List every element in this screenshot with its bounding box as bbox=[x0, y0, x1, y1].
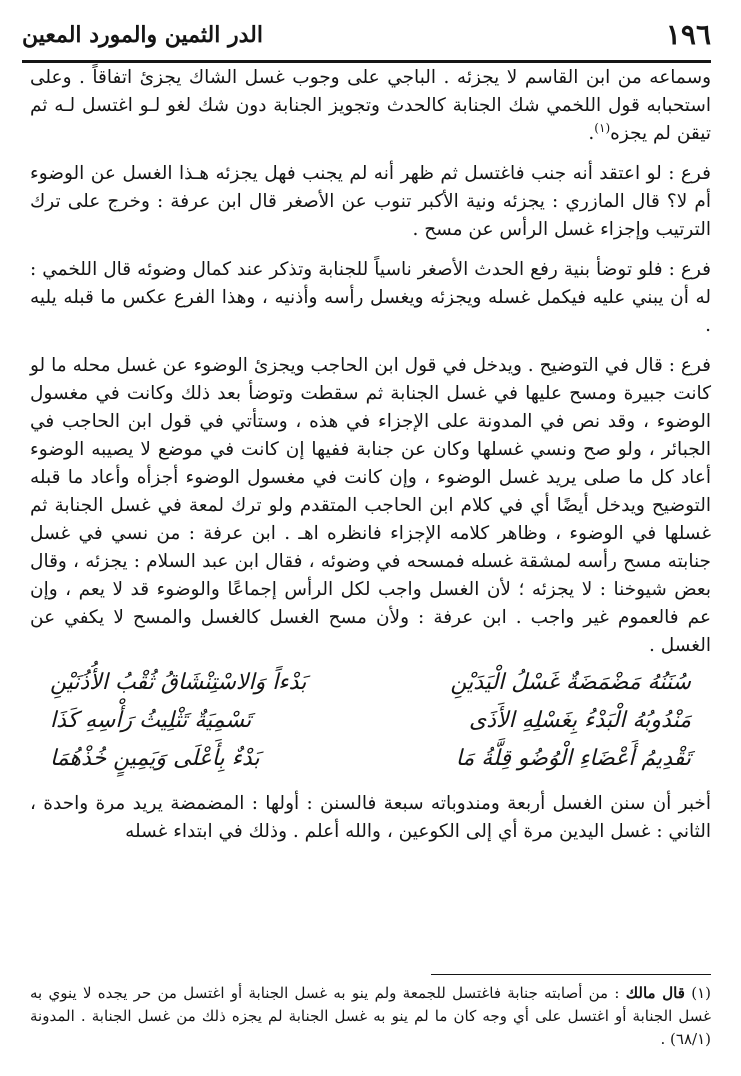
page-number: ١٩٦ bbox=[665, 18, 711, 51]
main-text bbox=[30, 64, 711, 846]
footnote-text: : من أصابته جنابة فاغتسل للجمعة ولم ينو به غسل الجنابة أو اغتسل من حر يجده لا ينوي به غسل الجنابة أو اغتسل على أي وجه كان ما لم ينو به غسل الجنابة لم يجزه ذلك من غسل الجنابة . المدونة (٦٨/١) . bbox=[30, 984, 711, 1048]
paragraph: أخبر أن سنن الغسل أربعة ومندوباته سبعة فالسنن : أولها : المضمضة يريد مرة واحدة ، الثاني : غسل اليدين مرة أي إلى الكوعين ، والله أعلم . وذلك في ابتداء غسله bbox=[30, 793, 711, 842]
paragraph: فرع : لو اعتقد أنه جنب فاغتسل ثم ظهر أنه لم يجنب فهل يجزئه هـذا الغسل عن الوضوء أم لا؟ قال المازري : يجزئه ونية الأكبر تنوب عن الأصغر قال ابن عرفة : وخرج على ترك الترتيب وإجزاء غسل الرأس عن مسح . bbox=[30, 163, 711, 240]
verse-first-hemistich: سُنَنُهُ مَضْمَضَةٌ غَسْلُ الْيَدَيْنِ bbox=[450, 670, 691, 695]
footnote-lead: قال مالك bbox=[625, 984, 685, 1002]
verse-first-hemistich: تَقْدِيمُ أَعْضَاءِ الْوُضُو قِلَّةُ مَا bbox=[455, 746, 691, 771]
paragraph-text: وسماعه من ابن القاسم لا يجزئه . الباجي على وجوب غسل الشاك يجزئ اتفاقاً . وعلى استحبابه قول اللخمي شك الجنابة كالحدث وتجويز الجنابة دون شك لغو لـو اغتسل لـه ثم تيقن لم يجزه bbox=[30, 67, 711, 144]
paragraph: فرع : قال في التوضيح . ويدخل في قول ابن الحاجب ويجزئ الوضوء عن غسل محله ما لو كانت جبيرة ومسح عليها في غسل الجنابة ثم سقطت وتوضأ بعد ذلك وكانت في مغسول الوضوء ، وقد نص في المدونة على الإجزاء في هذه ، وستأتي في قول ابن الحاجب في الجبائر ، ولو صح ونسي غسلها وكان عن جنابة ففيها إن كانت في موضع لا يصيبه الوضوء أعاد كل ما صلى يريد غسل الوضوء ، وإن كانت في مغسول الوضوء أجزأه وأعاد ما قبله التوضيح ويدخل أيضًا أي في كلام ابن الحاجب المتقدم ولو ترك لمعة في غسل الجنابة ثم غسلها في الوضوء ، وظاهر كلامه الإجزاء فانظره اهـ . ابن عرفة : من نسي في غسل جنابته مسح رأسه لمشقة غسله فمسحه في وضوئه ، فقال ابن عبد السلام : يجزئه ، وقال بعض شيوخنا : لا يجزئه ؛ لأن الغسل واجب لكل الرأس إجماعًا والوضوء قد لا يعم ، وإن عم فالعموم غير واجب . ابن عرفة : ولأن مسح الغسل كالغسل والمسح لا يكفي عن الغسل . bbox=[30, 355, 711, 656]
footnote-label: (١) bbox=[691, 984, 712, 1002]
verse-first-hemistich: مَنْدُوبُهُ الْبَدْءُ بِغَسْلِهِ الأَذَى bbox=[469, 708, 691, 733]
verse-second-hemistich: بَدْءاً وَالاسْتِنْشَاقُ ثُقْبُ الأُذُنَيْنِ bbox=[50, 670, 307, 695]
poem-verses bbox=[50, 664, 691, 778]
verse-line bbox=[50, 702, 691, 740]
book-title: الدر الثمين والمورد المعين bbox=[22, 22, 264, 48]
footnote bbox=[30, 982, 711, 1051]
page-header bbox=[22, 14, 711, 63]
verse-second-hemistich: بَدْءٌ بِأَعْلَى وَيَمِينٍ خُذْهُمَا bbox=[50, 746, 260, 771]
verse-line bbox=[50, 740, 691, 778]
paragraph: فرع : فلو توضأ بنية رفع الحدث الأصغر ناسياً للجنابة وتذكر عند كمال وضوئه قال اللخمي : له أن يبني عليه فيكمل غسله ويجزئه ويغسل رأسه وأذنيه ، وهذا الفرع عكس ما قبله يليه . bbox=[30, 259, 711, 336]
verse-line bbox=[50, 664, 691, 702]
paragraph-tail: . bbox=[588, 123, 595, 144]
footnote-reference: (١) bbox=[594, 120, 611, 135]
paragraph bbox=[30, 64, 711, 148]
footnote-separator bbox=[431, 974, 711, 975]
verse-second-hemistich: تَسْمِيَةٌ تَثْلِيثُ رَأْسِهِ كَذَا bbox=[50, 708, 252, 733]
